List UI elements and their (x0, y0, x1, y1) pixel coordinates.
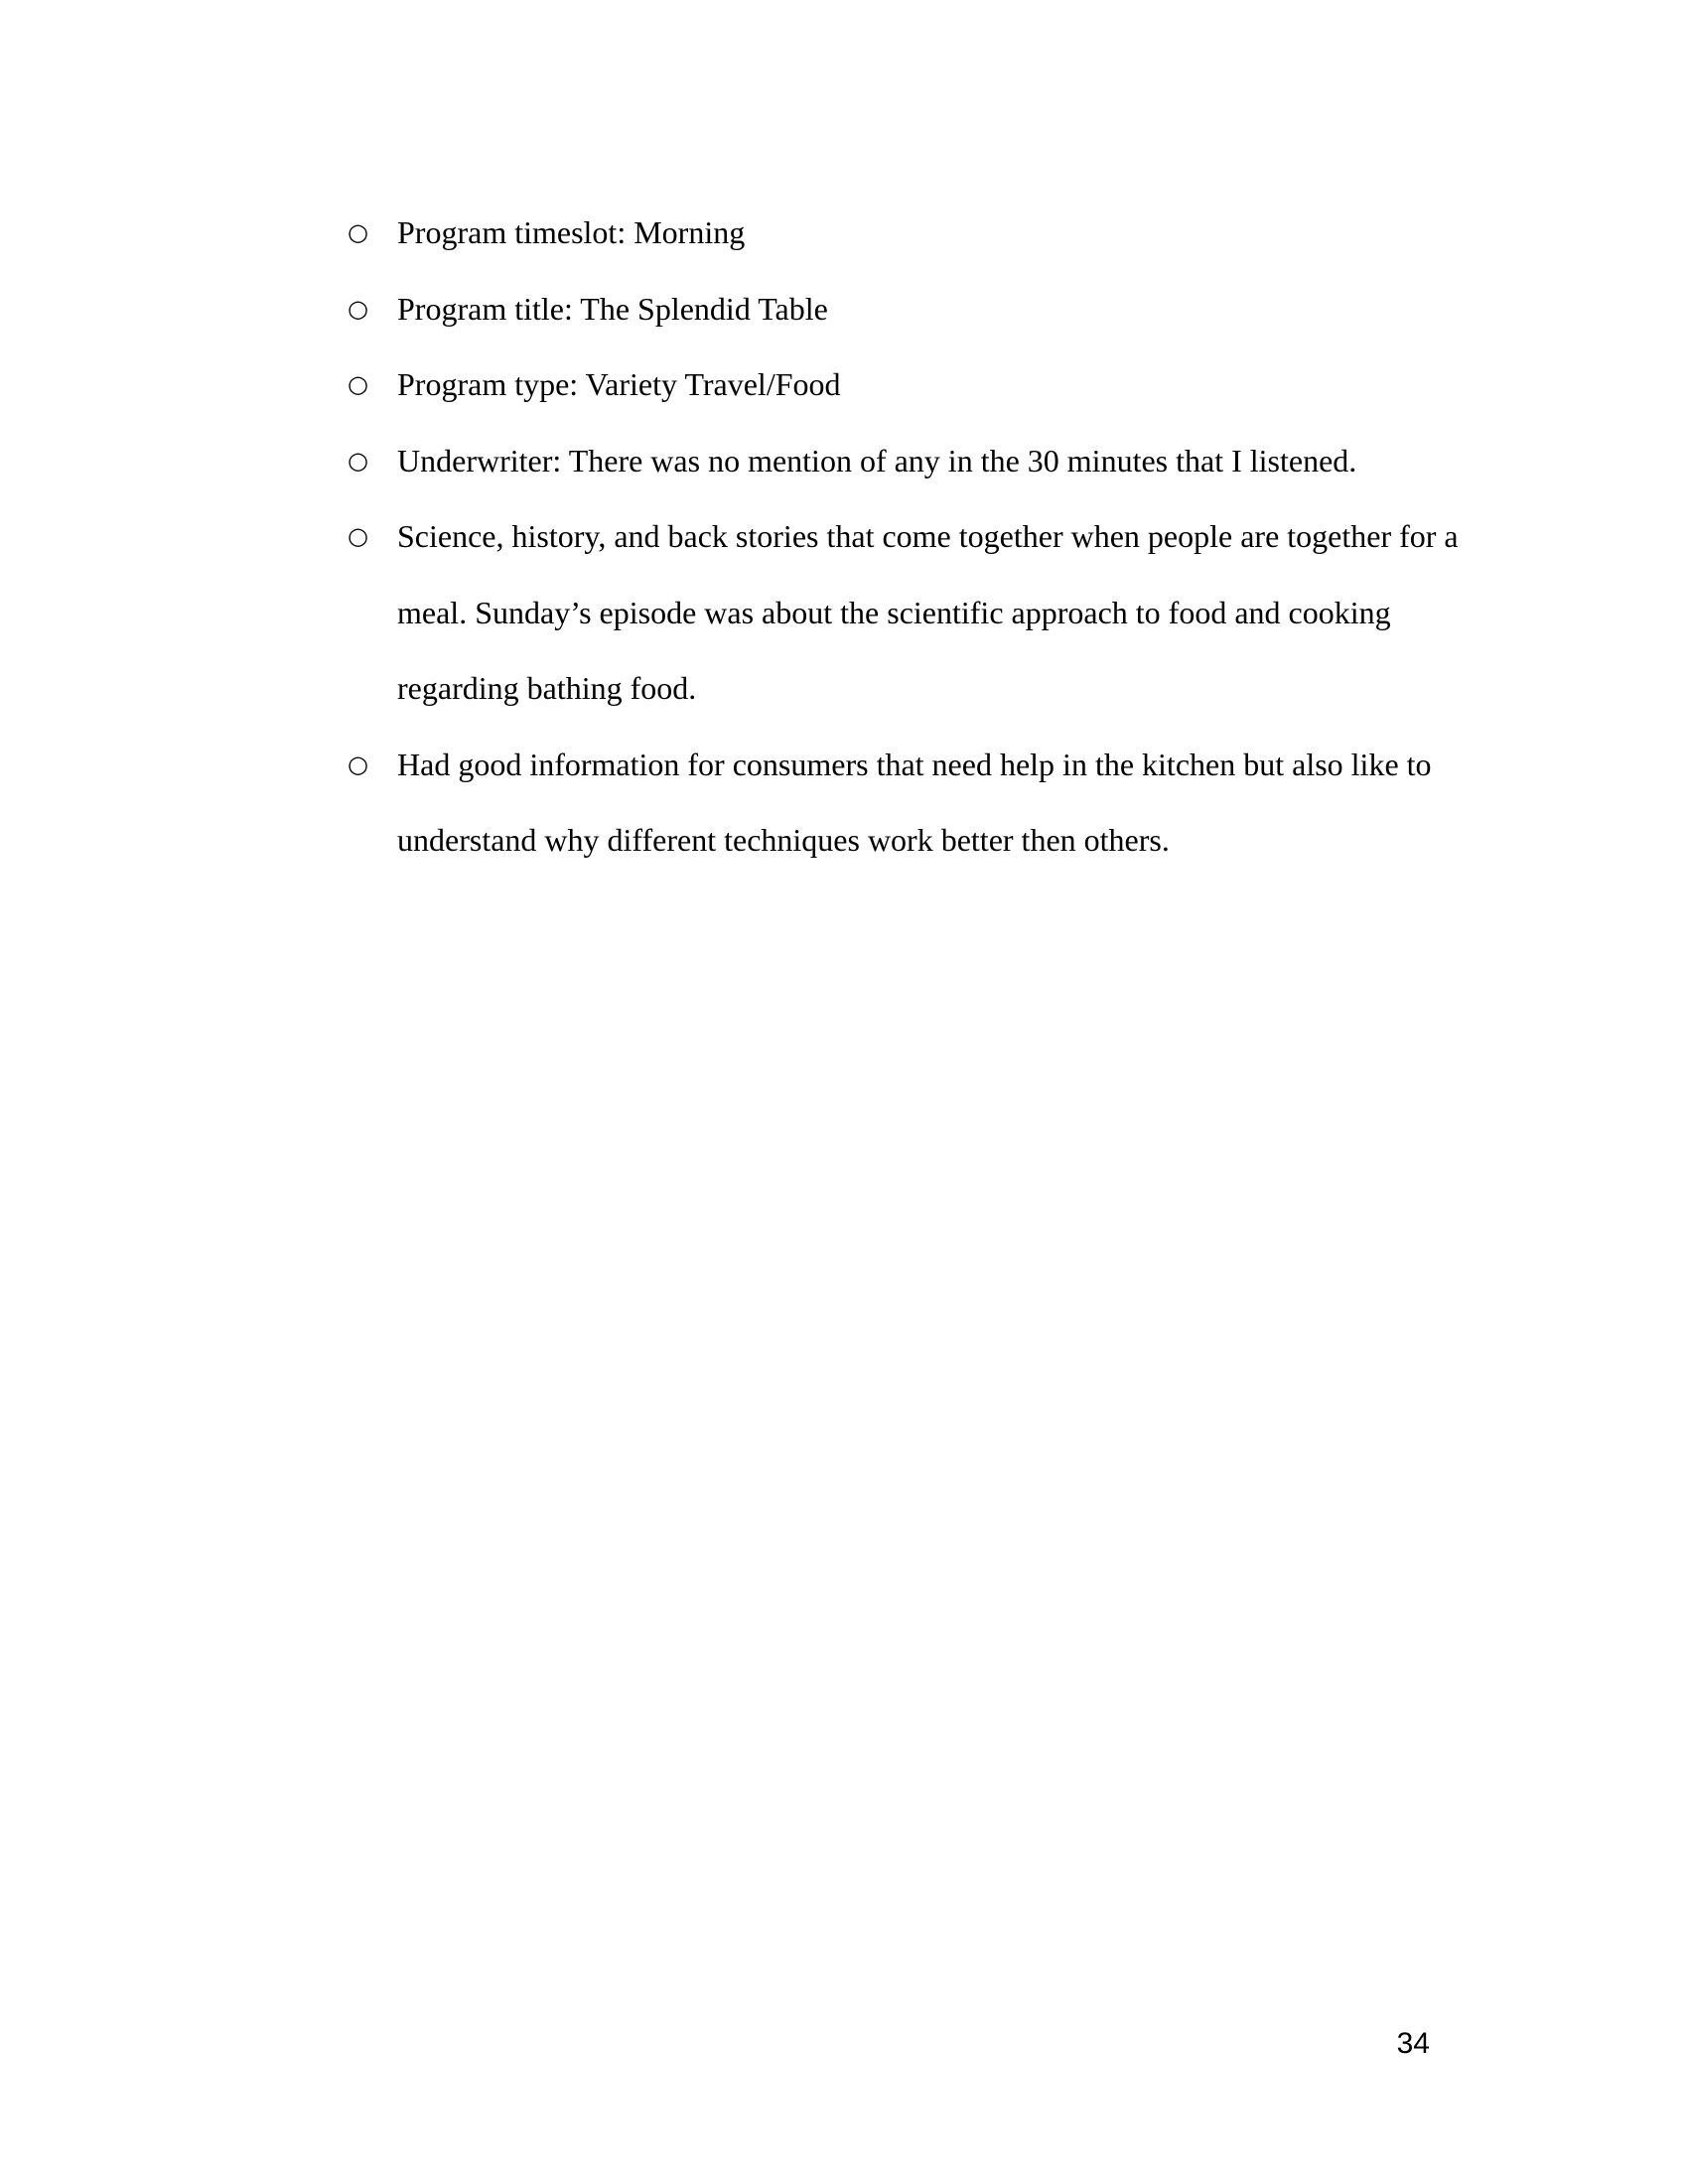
circle-bullet-icon: ○ (348, 370, 368, 398)
list-item-text: Had good information for consumers that need help in the kitchen but also like to understand why different techniques work better then others. (397, 746, 1432, 858)
list-item-text: Program timeslot: Morning (397, 214, 746, 250)
circle-bullet-icon: ○ (348, 446, 368, 475)
circle-bullet-icon: ○ (348, 522, 368, 550)
list-item-text: Underwriter: There was no mention of any in the 30 minutes that I listened. (397, 442, 1357, 478)
circle-bullet-icon: ○ (348, 294, 368, 323)
circle-bullet-icon: ○ (348, 218, 368, 246)
list-item-text: Science, history, and back stories that come together when people are together for a meal. Sunday’s episode was about the scientific approach to food and cooking regarding bathing food. (397, 518, 1459, 706)
page-number: 34 (1396, 2027, 1430, 2060)
list-item (338, 271, 1489, 347)
list-item (338, 195, 1489, 271)
list-item (338, 727, 1489, 879)
bullet-list (338, 195, 1489, 879)
list-item-text: Program title: The Splendid Table (397, 290, 828, 327)
list-item (338, 498, 1489, 727)
circle-bullet-icon: ○ (348, 750, 368, 778)
list-item (338, 423, 1489, 499)
list-item (338, 346, 1489, 423)
list-item-text: Program type: Variety Travel/Food (397, 366, 841, 402)
